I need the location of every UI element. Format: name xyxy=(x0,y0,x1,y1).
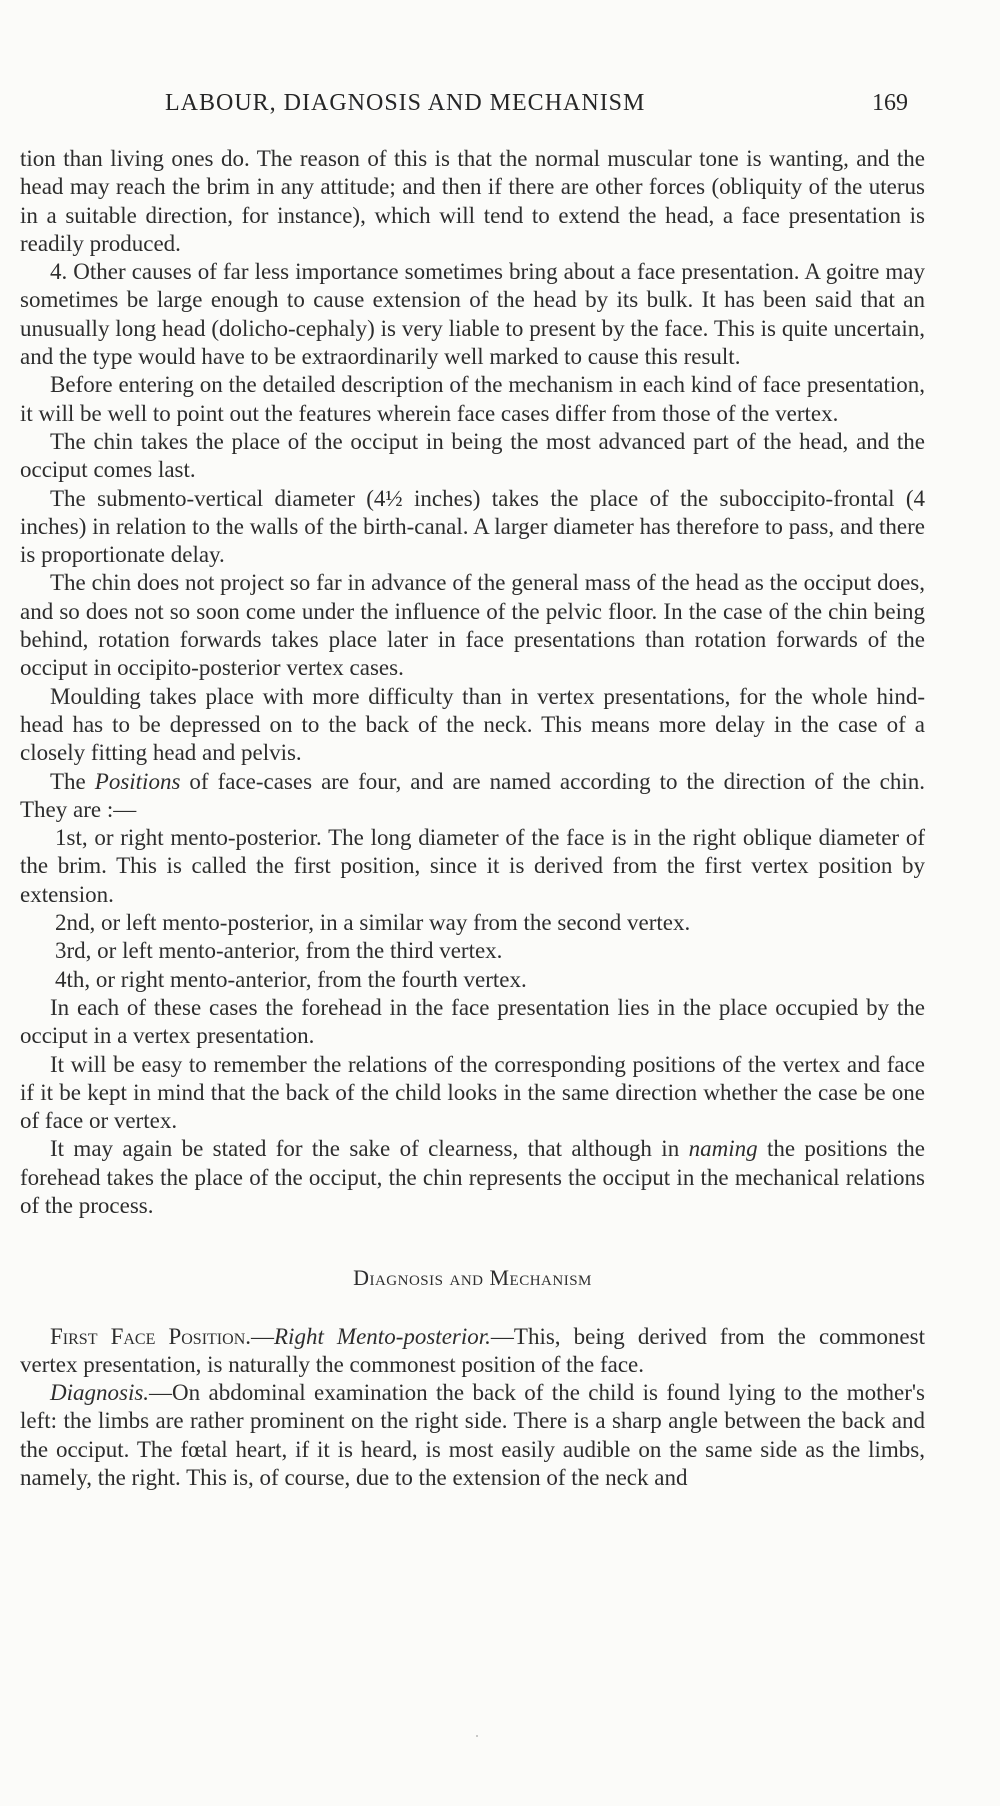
paragraph-15-post: the positions the forehead takes the place of the occiput, the chin represents the occiput in the mechanical relations of the process. xyxy=(20,1136,925,1218)
body-text xyxy=(20,145,925,1492)
paragraph-5: The submento-vertical diameter (4½ inches) takes the place of the suboccipito-frontal (4 inches) in relation to the walls of the birth-canal. A larger diameter has therefore to pass, and there is proportionate delay. xyxy=(20,485,925,568)
position-item-1: 1st, or right mento-posterior. The long diameter of the face is in the right oblique diameter of the brim. This is called the first position, since it is derived from the first vertex position by extension. xyxy=(20,825,925,907)
paragraph-15-pre: It may again be stated for the sake of clearness, that although in xyxy=(50,1136,689,1162)
first-face-position-dash: — xyxy=(251,1323,274,1349)
position-item-2: 2nd, or left mento-posterior, in a similar way from the second vertex. xyxy=(55,910,691,936)
diagnosis-paragraph xyxy=(20,1379,925,1492)
paragraph-1: tion than living ones do. The reason of this is that the normal muscular tone is wanting, and the head may reach the brim in any attitude; and then if there are other forces (obliquity of the uterus in a suitable direction, for instance), which will tend to extend the head, a face presentation is readily produced. xyxy=(20,146,925,256)
naming-italic: naming xyxy=(688,1136,758,1162)
paragraph-7: Moulding takes place with more difficulty than in vertex presentations, for the whole hind-head has to be depressed on to the back of the neck. This means more delay in the case of a closely fitting head and pelvis. xyxy=(20,683,925,766)
first-face-position-paragraph xyxy=(20,1323,925,1380)
paragraph-8-post: of face-cases are four, and are named according to the direction of the chin. They are :— xyxy=(20,768,925,822)
paragraph-8 xyxy=(20,768,925,825)
positions-italic: Positions xyxy=(94,768,181,794)
section-heading: Diagnosis and Mechanism xyxy=(353,1265,592,1291)
paragraph-8-pre: The xyxy=(50,768,95,794)
paragraph-4: The chin takes the place of the occiput in being the most advanced part of the head, and the occiput comes last. xyxy=(20,428,925,483)
paragraph-14: It will be easy to remember the relations of the corresponding positions of the vertex and face if it be kept in mind that the back of the child looks in the same direction whether the case be one of face or vertex. xyxy=(20,1051,925,1134)
paragraph-6: The chin does not project so far in advance of the general mass of the head as the occiput does, and so does not so soon come under the influence of the pelvic floor. In the case of the chin being behind, rotation forwards takes place later in face presentations than rotation forwards of the occiput in occipito-posterior vertex cases. xyxy=(20,570,925,681)
diagnosis-italic: Diagnosis. xyxy=(50,1380,150,1406)
paragraph-2: 4. Other causes of far less importance sometimes bring about a face presentation. A goitre may sometimes be large enough to cause extension of the head by its bulk. It has been said that an unusually long head (dolicho-cephaly) is very liable to present by the face. This is quite uncertain, and the type would have to be extraordinarily well marked to cause this result. xyxy=(20,259,925,370)
first-face-position-rest: —This, being derived from the commonest vertex presentation, is naturally the commonest position of the face. xyxy=(20,1323,925,1377)
paragraph-13: In each of these cases the forehead in the face presentation lies in the place occupied by the occiput in a vertex presentation. xyxy=(20,994,925,1049)
paper-speck xyxy=(476,1735,478,1737)
position-item-3: 3rd, or left mento-anterior, from the third vertex. xyxy=(55,938,503,964)
running-head xyxy=(20,90,920,120)
right-mento-posterior-italic: Right Mento-posterior. xyxy=(274,1323,491,1349)
diagnosis-rest: —On abdominal examination the back of the child is found lying to the mother's left: the limbs are rather prominent on the right side. There is a sharp angle between the back and the occiput. The fœtal heart, if it is heard, is most easily audible on the same side as the limbs, namely, the right. This is, of course, due to the extension of the neck and xyxy=(20,1380,925,1491)
first-face-position-lead: First Face Position. xyxy=(50,1323,251,1349)
paragraph-15 xyxy=(20,1135,925,1220)
paragraph-3: Before entering on the detailed description of the mechanism in each kind of face presentation, it will be well to point out the features wherein face cases differ from those of the vertex. xyxy=(20,372,925,426)
page-number: 169 xyxy=(872,90,908,116)
running-title: LABOUR, DIAGNOSIS AND MECHANISM xyxy=(165,90,646,116)
position-item-4: 4th, or right mento-anterior, from the fourth vertex. xyxy=(55,966,527,992)
